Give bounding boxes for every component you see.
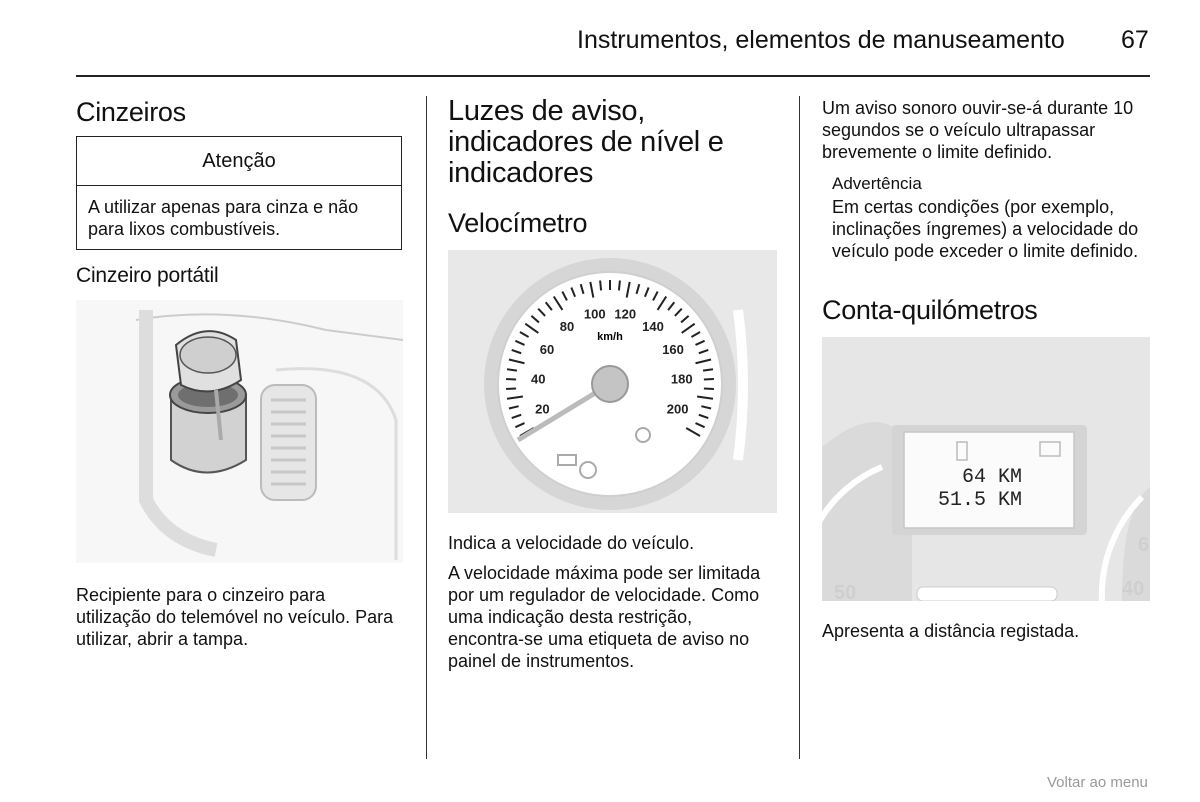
warning-text: Em certas condições (por exemplo, inclinações íngremes) a velocidade do veículo pode exceder o limite definido. [832, 197, 1139, 261]
speed-tick [507, 369, 517, 370]
speed-tick-label: 140 [642, 319, 664, 335]
ashtray-illustration [76, 300, 403, 563]
subheading-portable-ashtray: Cinzeiro portátil [76, 264, 219, 287]
column-divider-left [426, 96, 427, 759]
speedometer-illustration [448, 250, 777, 513]
speed-limit-paragraph: A velocidade máxima pode ser limitada por um regulador de velocidade. Como uma indicação desta restrição, encontra-se uma etiqueta de aviso no painel de instrumentos. [448, 563, 761, 671]
subheading-speedometer: Velocímetro [448, 208, 588, 238]
warning-title: Advertência [832, 174, 922, 193]
column-divider-right [799, 96, 800, 759]
total-distance: 51.5 KM [937, 489, 1022, 512]
odometer-caption: Apresenta a distância registada. [822, 621, 1080, 641]
speed-tick-label: 40 [530, 371, 546, 387]
speed-tick-label: 60 [539, 342, 555, 358]
gauge-mark-40: 40 [1122, 578, 1145, 600]
section-heading-odometer: Conta-quilómetros [822, 295, 1038, 325]
notice-box [76, 136, 402, 250]
speed-tick-label: 160 [662, 342, 684, 358]
speed-tick [600, 280, 601, 290]
gauge-mark-6: 6 [1138, 534, 1150, 556]
trip-distance: 64 KM [961, 466, 1022, 489]
notice-title: Atenção [77, 137, 401, 186]
page-number: 67 [1121, 26, 1149, 54]
speed-tick-label: 120 [614, 306, 637, 322]
speed-tick-label: 200 [666, 401, 689, 417]
section-heading-ashtrays: Cinzeiros [76, 97, 186, 127]
header-divider [76, 75, 1150, 77]
back-to-menu-link[interactable]: Voltar ao menu [1047, 774, 1148, 791]
ashtray-caption: Recipiente para o cinzeiro para utilização do telemóvel no veículo. Para utilizar, abrir a tampa. [76, 585, 394, 649]
odometer-illustration [822, 337, 1150, 601]
speed-tick-label: 20 [535, 401, 550, 417]
section-heading-warning-lights: Luzes de aviso, indicadores de nível e indicadores [448, 95, 724, 189]
notice-text: A utilizar apenas para cinza e não para lixos combustíveis. [88, 197, 359, 239]
gauge-mark-50: 50 [834, 582, 857, 601]
audible-warning-paragraph: Um aviso sonoro ouvir-se-á durante 10 segundos se o veículo ultrapassar brevemente o limite definido. [822, 98, 1134, 162]
speed-tick [703, 369, 713, 370]
speed-tick [619, 280, 620, 290]
speedometer-description: Indica a velocidade do veículo. [448, 533, 695, 553]
speed-tick-label: 100 [583, 306, 606, 322]
speed-tick-label: 180 [670, 371, 693, 387]
running-header: Instrumentos, elementos de manuseamento [577, 26, 1065, 54]
speed-tick-label: 80 [559, 319, 575, 335]
speed-unit-label: km/h [597, 331, 623, 343]
